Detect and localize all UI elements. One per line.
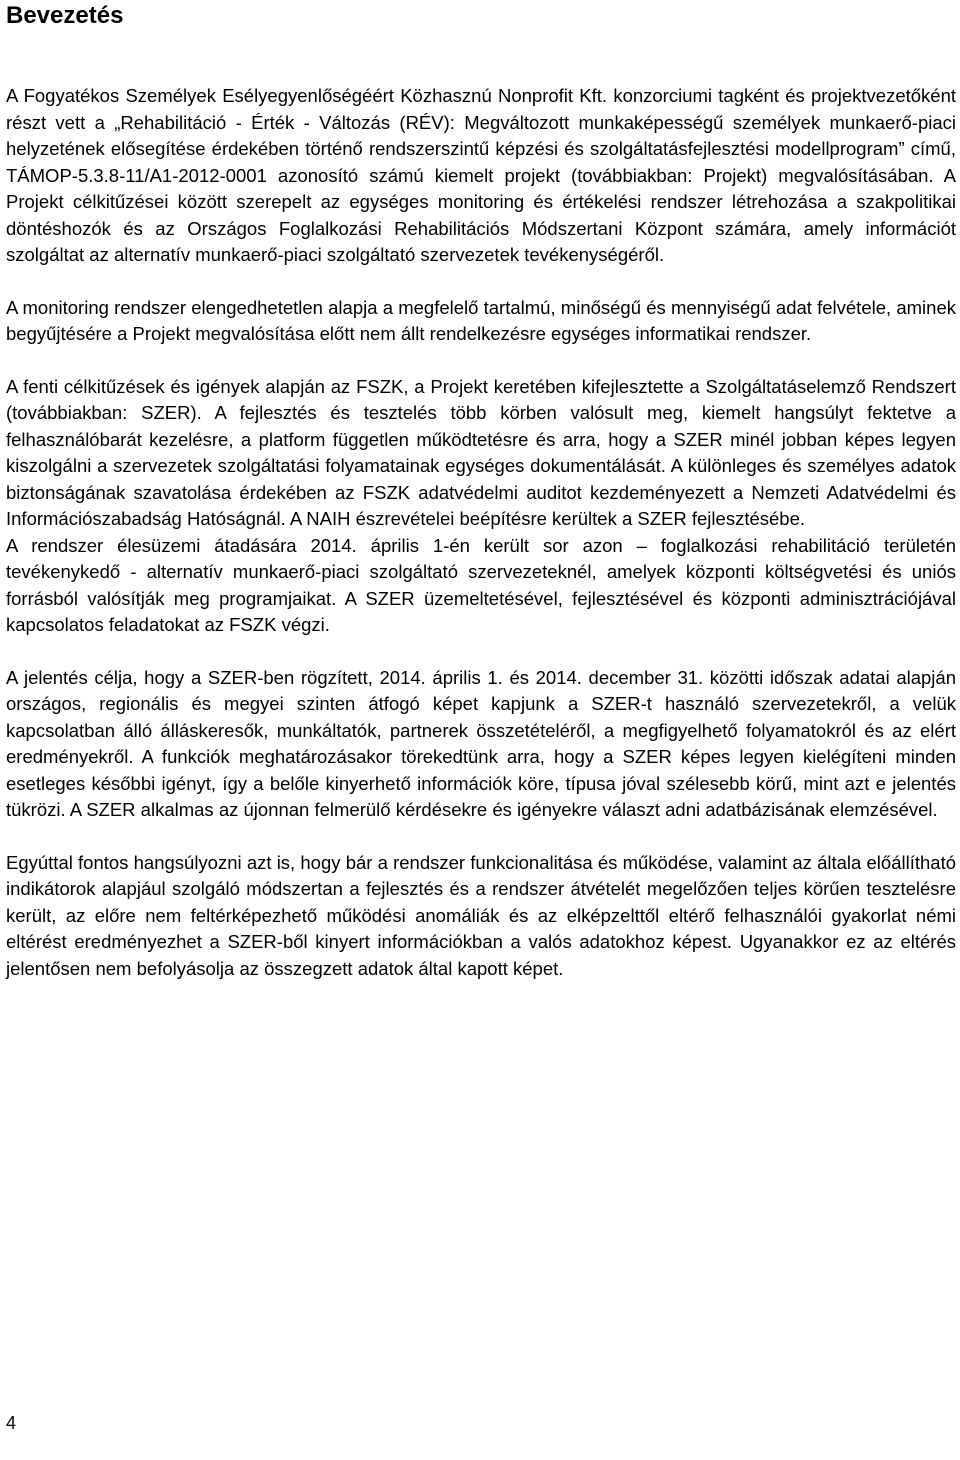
document-page: [6, 0, 956, 1008]
page-title: Bevezetés: [6, 2, 124, 29]
paragraph-szer-development: A fenti célkitűzések és igények alapján az FSZK, a Projekt keretében kifejlesztette a Szolgáltatáselemző Rendszert (továbbiakban: SZER). A fejlesztés és tesztelés több körben valósult meg, kiemelt hangsúlyt fektetve a felhasználóbarát kezelésre, a platform független működtetésre és arra, hogy a SZER minél jobban képes legyen kiszolgálni a szervezetek szolgáltatási folyamatainak egységes dokumentálását. A különleges és személyes adatok biztonságának szavatolása érdekében az FSZK adatvédelmi auditot kezdeményezett a Nemzeti Adatvédelmi és Információszabadság Hatóságnál. A NAIH észrevételei beépítésre kerültek a SZER fejlesztésébe.: [6, 375, 956, 529]
paragraph-monitoring: A monitoring rendszer elengedhetetlen alapja a megfelelő tartalmú, minőségű és mennyiségű adat felvétele, aminek begyűjtésére a Projekt megvalósítása előtt nem állt rendelkezésre egységes informatikai rendszer.: [6, 296, 956, 344]
paragraph-report-purpose: A jelentés célja, hogy a SZER-ben rögzített, 2014. április 1. és 2014. december 31. közötti időszak adatai alapján országos, regionális és megyei szinten átfogó képet kapjunk a SZER-t használó szervezetekről, a velük kapcsolatban álló álláskeresők, munkáltatók, partnerek összetételéről, a megfigyelhető folyamatokról és az elért eredményekről. A funkciók meghatározásakor törekedtünk arra, hogy a SZER képes legyen kielégíteni minden esetleges későbbi igényt, így a belőle kinyerhető információk köre, típusa jóval szélesebb körű, mint azt e jelentés tükrözi. A SZER alkalmas az újonnan felmerülő kérdésekre és igényekre választ adni adatbázisának elemzésével.: [6, 666, 956, 820]
document-body: [6, 83, 956, 982]
page-number: 4: [6, 1413, 17, 1433]
paragraph-intro: A Fogyatékos Személyek Esélyegyenlőségéért Közhasznú Nonprofit Kft. konzorciumi tagként és projektvezetőként részt vett a „Rehabilitáció - Érték - Változás (RÉV): Megváltozott munkaképességű személyek munkaerő-piaci helyzetének elősegítése érdekében történő rendszerszintű képzési és szolgáltatásfejlesztési modellprogram” című, TÁMOP-5.3.8-11/A1-2012-0001 azonosító számú kiemelt projekt (továbbiakban: Projekt) megvalósításában. A Projekt célkitűzései között szerepelt az egységes monitoring és értékelési rendszer létrehozása a szakpolitikai döntéshozók és az Országos Foglalkozási Rehabilitációs Módszertani Központ számára, amely információt szolgáltat az alternatív munkaerő-piaci szolgáltató szervezetek tevékenységéről.: [6, 85, 956, 265]
paragraph-szer-launch: A rendszer élesüzemi átadására 2014. április 1-én került sor azon – foglalkozási rehabilitáció területén tevékenykedő - alternatív munkaerő-piaci szolgáltató szervezeteknél, amelyek központi költségvetési és uniós forrásból valósítják meg programjaikat. A SZER üzemeltetésével, fejlesztésével és központi adminisztrációjával kapcsolatos feladatokat az FSZK végzi.: [6, 534, 956, 635]
paragraph-limitations: Egyúttal fontos hangsúlyozni azt is, hogy bár a rendszer funkcionalitása és működése, valamint az általa előállítható indikátorok alapjául szolgáló módszertan a fejlesztés és a rendszer átvételét megelőzően teljes körűen tesztelésre került, az előre nem feltérképezhető működési anomáliák és az elképzelttől eltérő felhasználói gyakorlat némi eltérést eredményezhet a SZER-ből kinyert információkban a valós adatokhoz képest. Ugyanakkor ez az eltérés jelentősen nem befolyásolja az összegzett adatok által kapott képet.: [6, 851, 956, 979]
